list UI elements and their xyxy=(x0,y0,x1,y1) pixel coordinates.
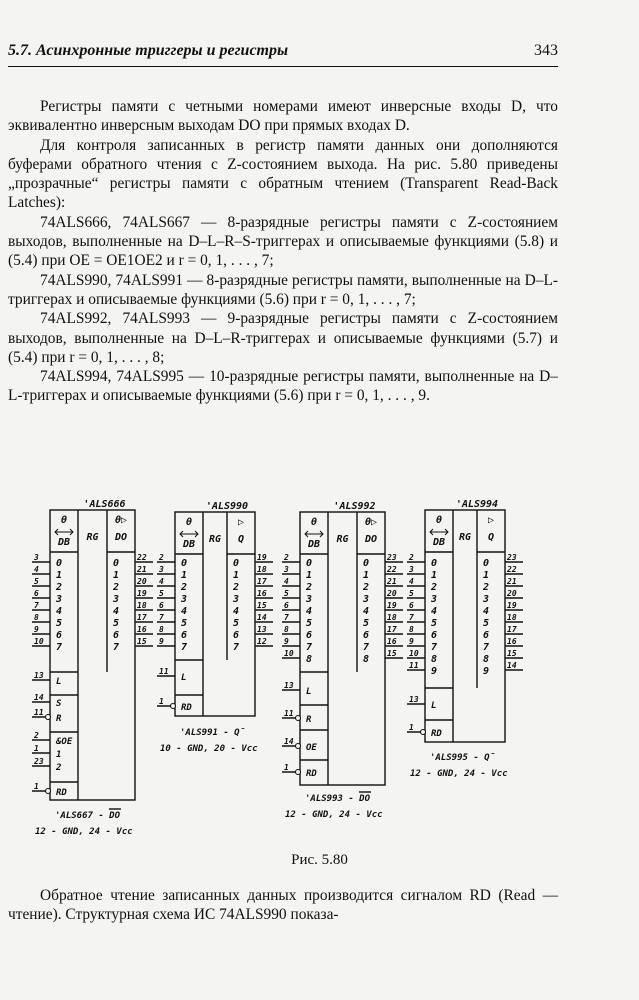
pin-number: 1 xyxy=(34,744,39,753)
header-label: DB xyxy=(57,537,71,548)
output-label: 6 xyxy=(113,630,120,641)
output-label: 6 xyxy=(363,630,370,641)
control-label: RD xyxy=(431,729,442,739)
header-label: θ xyxy=(185,517,193,528)
input-label: 8 xyxy=(306,654,313,665)
pin-number: 22 xyxy=(387,565,397,574)
input-label: 6 xyxy=(306,630,313,641)
input-label: 0 xyxy=(181,558,188,569)
variant-label: 'ALS993 - DO xyxy=(305,794,371,804)
pin-number: 5 xyxy=(34,577,39,586)
header-label: θ▷ xyxy=(364,517,378,528)
output-label: 7 xyxy=(483,642,490,653)
pin-number: 4 xyxy=(34,565,39,574)
control-label: &OE xyxy=(56,737,73,747)
header-label: θ xyxy=(60,515,68,526)
pin-number: 14 xyxy=(507,661,517,670)
chip-name: 'ALS666 xyxy=(83,499,126,510)
pin-number: 22 xyxy=(137,553,147,562)
pin-number: 23 xyxy=(34,757,44,766)
input-label: 4 xyxy=(431,606,438,617)
input-label: 1 xyxy=(181,570,188,581)
inversion-bubble xyxy=(296,716,301,721)
input-label: 6 xyxy=(56,630,63,641)
output-label: 1 xyxy=(363,570,370,581)
figure-5-80 xyxy=(0,490,639,850)
pin-number: 19 xyxy=(257,553,267,562)
input-label: 0 xyxy=(56,558,63,569)
pin-number: 10 xyxy=(409,649,419,658)
output-label: 7 xyxy=(363,642,370,653)
input-label: 7 xyxy=(431,642,438,653)
pin-number: 20 xyxy=(387,589,397,598)
input-label: 4 xyxy=(56,606,63,617)
input-label: 9 xyxy=(431,666,438,677)
header-label: ▷ xyxy=(237,517,245,528)
pin-number: 15 xyxy=(507,649,517,658)
pin-number: 6 xyxy=(159,601,164,610)
bidirectional-arrow-icon xyxy=(430,529,448,535)
header-label: θ xyxy=(435,515,443,526)
output-label: 4 xyxy=(113,606,120,617)
header-label: Q xyxy=(487,532,495,543)
input-label: 2 xyxy=(306,582,313,593)
pin-number: 9 xyxy=(159,637,164,646)
pin-number: 5 xyxy=(409,589,414,598)
pin-number: 5 xyxy=(159,589,164,598)
input-label: 7 xyxy=(56,642,63,653)
control-label: S xyxy=(56,699,62,709)
input-label: 4 xyxy=(181,606,188,617)
inversion-bubble xyxy=(296,744,301,749)
input-label: 4 xyxy=(306,606,313,617)
paragraph: Регистры памяти с четными номерами имеют инверсные входы D, что эквивалентно инверсным выходам DO при прямых входах D. xyxy=(8,98,558,135)
paragraph: 74ALS992, 74ALS993 — 9-разрядные регистры памяти с Z-состоянием выходов, выполненные на D–L–R-триггерах и описываемые функциями (5.7) и (5.4) при r = 0, 1, . . . , 8; xyxy=(8,310,558,366)
pin-number: 3 xyxy=(159,565,164,574)
power-note: 10 - GND, 20 - Vcc xyxy=(160,744,258,754)
control-label: L xyxy=(181,673,187,683)
input-label: 5 xyxy=(181,618,188,629)
input-label: 7 xyxy=(306,642,313,653)
paragraph: 74ALS994, 74ALS995 — 10-разрядные регистры памяти, выполненные на D–L-триггерах и описываемые функциями (5.6) при r = 0, 1, . . . , 9. xyxy=(8,368,558,405)
power-note: 12 - GND, 24 - Vcc xyxy=(285,810,383,820)
output-label: 8 xyxy=(483,654,490,665)
pin-number: 8 xyxy=(409,625,414,634)
chip-name: 'ALS994 xyxy=(455,499,499,510)
pin-number: 4 xyxy=(284,577,289,586)
output-label: 0 xyxy=(233,558,240,569)
pin-number: 2 xyxy=(409,553,414,562)
pin-number: 9 xyxy=(34,625,39,634)
core-label: RG xyxy=(86,532,99,543)
pin-number: 7 xyxy=(159,613,164,622)
pin-number: 14 xyxy=(284,737,294,746)
input-label: 2 xyxy=(431,582,438,593)
pin-number: 17 xyxy=(387,625,397,634)
input-label: 1 xyxy=(56,570,63,581)
input-label: 2 xyxy=(56,582,63,593)
pin-number: 21 xyxy=(387,577,397,586)
header-label: DB xyxy=(307,539,321,550)
pin-number: 17 xyxy=(257,577,267,586)
pin-number: 16 xyxy=(257,589,267,598)
control-label: OE xyxy=(306,743,317,753)
control-label: RD xyxy=(56,788,67,798)
pin-number: 18 xyxy=(507,613,517,622)
pin-number: 11 xyxy=(409,661,419,670)
power-note: 12 - GND, 24 - Vcc xyxy=(35,827,133,837)
control-label: 2 xyxy=(56,763,62,773)
pin-number: 23 xyxy=(387,553,397,562)
output-label: 5 xyxy=(113,618,120,629)
pin-number: 5 xyxy=(284,589,289,598)
pin-number: 20 xyxy=(137,577,147,586)
pin-number: 21 xyxy=(507,577,517,586)
output-label: 8 xyxy=(363,654,370,665)
paragraph: 74ALS666, 74ALS667 — 8-разрядные регистры памяти с Z-состоянием выходов, выполненные на D–L–R–S-триггерах и описываемые функциями (5.8) и (5.4) при OE = OE1OE2 и r = 0, 1, . . . , 7; xyxy=(8,213,558,270)
pin-number: 9 xyxy=(284,637,289,646)
pin-number: 15 xyxy=(137,637,147,646)
pin-number: 9 xyxy=(409,637,414,646)
output-label: 4 xyxy=(483,606,490,617)
pin-number: 8 xyxy=(34,613,39,622)
output-label: 1 xyxy=(233,570,240,581)
pin-number: 3 xyxy=(409,565,414,574)
inversion-bubble xyxy=(296,770,301,775)
header-label: DO xyxy=(114,532,128,543)
output-label: 3 xyxy=(113,594,120,605)
pin-number: 7 xyxy=(34,601,39,610)
header-label: Q xyxy=(237,534,245,545)
pin-number: 1 xyxy=(34,782,39,791)
header-label: DB xyxy=(182,539,196,550)
control-label: L xyxy=(431,701,437,711)
output-label: 3 xyxy=(483,594,490,605)
core-label: RG xyxy=(336,534,349,545)
control-label: R xyxy=(56,714,62,724)
pin-number: 10 xyxy=(284,649,294,658)
pin-number: 23 xyxy=(507,553,517,562)
pin-number: 21 xyxy=(137,565,147,574)
bidirectional-arrow-icon xyxy=(180,531,198,537)
output-label: 2 xyxy=(233,582,240,593)
output-label: 2 xyxy=(113,582,120,593)
control-label: 1 xyxy=(56,750,62,760)
paragraph: Для контроля записанных в регистр памяти данных они дополняются буферами обратного чтения с Z-состоянием выхода. На рис. 5.80 приведены „прозрачные“ регистры памяти с обратным чтением (Transparent Read-Back Latches): xyxy=(8,136,558,212)
power-note: 12 - GND, 24 - Vcc xyxy=(410,769,508,779)
input-label: 3 xyxy=(56,594,63,605)
header-label: DO xyxy=(364,534,378,545)
output-label: 5 xyxy=(233,618,240,629)
pin-number: 11 xyxy=(34,708,44,717)
section-title: 5.7. Асинхронные триггеры и регистры xyxy=(8,42,289,59)
pin-number: 6 xyxy=(409,601,414,610)
pin-number: 2 xyxy=(34,731,39,740)
pin-number: 15 xyxy=(387,649,397,658)
bottom-text xyxy=(8,886,558,925)
pin-number: 2 xyxy=(159,553,164,562)
inversion-bubble xyxy=(46,789,51,794)
input-label: 7 xyxy=(181,642,188,653)
pin-number: 6 xyxy=(284,601,289,610)
figure-caption: Рис. 5.80 xyxy=(291,852,348,868)
pin-number: 1 xyxy=(284,763,289,772)
output-label: 1 xyxy=(483,570,490,581)
inversion-bubble xyxy=(171,704,176,709)
input-label: 6 xyxy=(181,630,188,641)
input-label: 2 xyxy=(181,582,188,593)
paragraph: 74ALS990, 74ALS991 — 8-разрядные регистры памяти, выполненные на D–L-триггерах и описываемые функциями (5.6) при r = 0, 1, . . . , 7; xyxy=(8,271,558,308)
pin-number: 4 xyxy=(159,577,164,586)
pin-number: 18 xyxy=(257,565,267,574)
header-label: θ▷ xyxy=(114,515,128,526)
pin-number: 13 xyxy=(257,625,267,634)
pin-number: 8 xyxy=(159,625,164,634)
bidirectional-arrow-icon xyxy=(305,531,323,537)
input-label: 0 xyxy=(306,558,313,569)
header-label: DB xyxy=(432,537,446,548)
output-label: 3 xyxy=(233,594,240,605)
pin-number: 19 xyxy=(137,589,147,598)
chip-name: 'ALS990 xyxy=(205,501,249,512)
output-label: 5 xyxy=(483,618,490,629)
pin-number: 4 xyxy=(409,577,414,586)
output-label: 2 xyxy=(363,582,370,593)
output-label: 3 xyxy=(363,594,370,605)
output-label: 4 xyxy=(233,606,240,617)
pin-number: 6 xyxy=(34,589,39,598)
pin-number: 14 xyxy=(34,693,44,702)
inversion-bubble xyxy=(46,715,51,720)
output-label: 5 xyxy=(363,618,370,629)
variant-label: 'ALS991 - Q̄ xyxy=(180,728,246,738)
pin-number: 19 xyxy=(507,601,517,610)
header-label: θ xyxy=(310,517,318,528)
core-label: RG xyxy=(208,534,222,545)
pin-number: 19 xyxy=(387,601,397,610)
pin-number: 18 xyxy=(387,613,397,622)
output-label: 9 xyxy=(483,666,490,677)
chip-name: 'ALS992 xyxy=(333,501,376,512)
control-label: L xyxy=(306,687,312,697)
pin-number: 3 xyxy=(34,553,39,562)
pin-number: 16 xyxy=(137,625,147,634)
pin-number: 20 xyxy=(507,589,517,598)
pin-number: 16 xyxy=(387,637,397,646)
pin-number: 14 xyxy=(257,613,267,622)
pin-number: 8 xyxy=(284,625,289,634)
pin-number: 3 xyxy=(284,565,289,574)
control-label: L xyxy=(56,677,62,687)
input-label: 3 xyxy=(431,594,438,605)
input-label: 3 xyxy=(306,594,313,605)
page-number: 343 xyxy=(534,42,558,59)
output-label: 1 xyxy=(113,570,120,581)
pin-number: 13 xyxy=(409,695,419,704)
pin-number: 1 xyxy=(159,697,164,706)
output-label: 4 xyxy=(363,606,370,617)
variant-label: 'ALS995 - Q̄ xyxy=(430,753,496,763)
control-label: R xyxy=(306,715,312,725)
output-label: 6 xyxy=(233,630,240,641)
input-label: 5 xyxy=(306,618,313,629)
pin-number: 10 xyxy=(34,637,44,646)
inversion-bubble xyxy=(421,730,426,735)
input-label: 1 xyxy=(306,570,313,581)
pin-number: 7 xyxy=(409,613,414,622)
variant-label: 'ALS667 - DO xyxy=(55,811,121,821)
output-label: 7 xyxy=(113,642,120,653)
control-label: RD xyxy=(181,703,192,713)
pin-number: 17 xyxy=(507,625,517,634)
control-label: RD xyxy=(306,769,317,779)
pin-number: 12 xyxy=(257,637,267,646)
header-label: ▷ xyxy=(487,515,495,526)
output-label: 2 xyxy=(483,582,490,593)
pin-number: 22 xyxy=(507,565,517,574)
input-label: 5 xyxy=(431,618,438,629)
output-label: 0 xyxy=(363,558,370,569)
input-label: 0 xyxy=(431,558,438,569)
paragraph: Обратное чтение записанных данных производится сигналом RD (Read — чтение). Структурная схема ИС 74ALS990 показа- xyxy=(8,887,558,924)
pin-number: 17 xyxy=(137,613,147,622)
pin-number: 16 xyxy=(507,637,517,646)
input-label: 3 xyxy=(181,594,188,605)
pin-number: 18 xyxy=(137,601,147,610)
bidirectional-arrow-icon xyxy=(55,529,73,535)
output-label: 6 xyxy=(483,630,490,641)
output-label: 0 xyxy=(113,558,120,569)
pin-number: 13 xyxy=(284,681,294,690)
output-label: 0 xyxy=(483,558,490,569)
input-label: 8 xyxy=(431,654,438,665)
pin-number: 11 xyxy=(284,709,294,718)
running-header xyxy=(8,42,558,64)
chip-body xyxy=(50,510,135,800)
header-rule xyxy=(8,66,558,67)
input-label: 6 xyxy=(431,630,438,641)
body-text xyxy=(8,97,558,406)
output-label: 7 xyxy=(233,642,240,653)
pin-number: 13 xyxy=(34,671,44,680)
pin-number: 2 xyxy=(284,553,289,562)
pin-number: 7 xyxy=(284,613,289,622)
input-label: 5 xyxy=(56,618,63,629)
core-label: RG xyxy=(458,532,472,543)
pin-number: 11 xyxy=(159,667,169,676)
input-label: 1 xyxy=(431,570,438,581)
pin-number: 15 xyxy=(257,601,267,610)
pin-number: 1 xyxy=(409,723,414,732)
